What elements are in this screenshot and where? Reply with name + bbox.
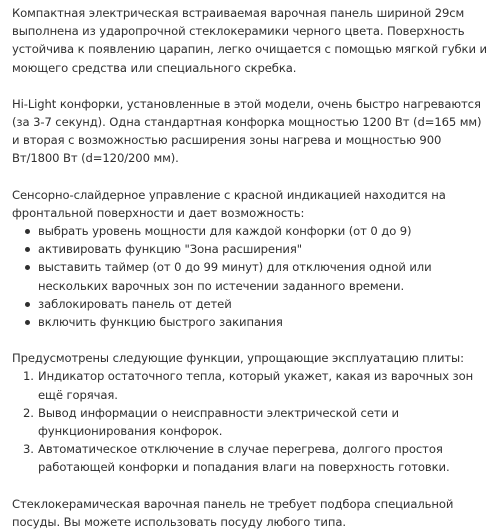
paragraph-gap [12, 331, 489, 349]
list-number: 3. [23, 442, 34, 457]
control-paragraph: Сенсорно-слайдерное управление с красной индикацией находится на фронтальной поверхности и дает возможность: [12, 187, 446, 220]
list-item-text: Вывод информации о неисправности электрической сети и функционирования конфорок. [38, 405, 399, 439]
list-item [12, 404, 489, 440]
list-item: включить функцию быстрого закипания [12, 313, 489, 331]
list-item: заблокировать панель от детей [12, 295, 489, 313]
list-item-text: Автоматическое отключение в случае перегрева, долгого простоя работающей конфорки и попадания влаги на поверхность готовки. [38, 442, 450, 475]
outro-paragraph: Стеклокерамическая варочная панель не требует подбора специальной посуды. Вы можете использовать посуду любого типа. [12, 496, 454, 529]
list-item [12, 367, 489, 403]
features-list [12, 222, 489, 331]
list-item [12, 440, 489, 476]
list-number: 1. [23, 369, 34, 384]
list-number: 2. [23, 405, 34, 420]
list-item: выставить таймер (от 0 до 99 минут) для отключения одной или нескольких варочных зон по истечении заданного времени. [12, 258, 489, 294]
list-item-text: Индикатор остаточного тепла, который укажет, какая из варочных зон ещё горячая. [38, 369, 474, 402]
paragraph-gap [12, 77, 489, 95]
paragraph-gap [12, 477, 489, 495]
functions-intro-paragraph: Предусмотрены следующие функции, упрощающие эксплуатацию плиты: [12, 351, 464, 366]
burners-paragraph: Hi-Light конфорки, установленные в этой модели, очень быстро нагреваются (за 3-7 секунд). Одна стандартная конфорка мощностью 1200 Вт (d=165 мм) и вторая с возможностью расширения зоны нагрева и мощностью 900 Вт/1800 Вт (d=120/200 мм). [12, 96, 482, 166]
functions-list [12, 367, 489, 476]
paragraph-gap [12, 168, 489, 186]
list-item: активировать функцию "Зона расширения" [12, 240, 489, 258]
intro-paragraph: Компактная электрическая встраиваемая варочная панель шириной 29см выполнена из ударопрочной стеклокерамики черного цвета. Поверхность устойчива к появлению царапин, легко очищается с помощью мягкой губки и моющего средства или специального скребка. [12, 6, 487, 75]
list-item: выбрать уровень мощности для каждой конфорки (от 0 до 9) [12, 222, 489, 240]
